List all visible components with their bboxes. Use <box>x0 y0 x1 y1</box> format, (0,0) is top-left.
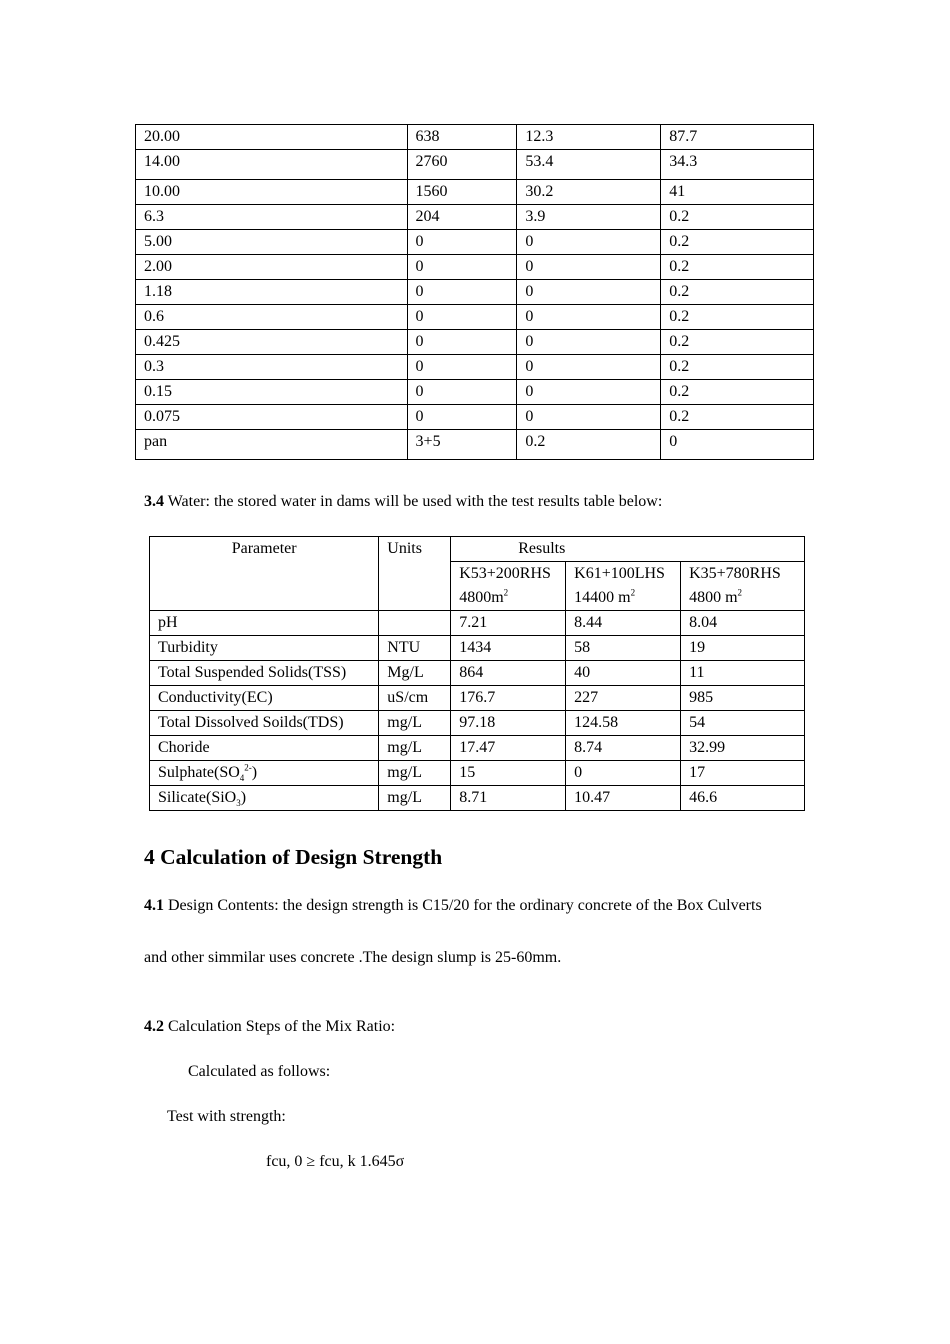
table-cell: 0 <box>517 405 661 430</box>
parameter-cell: Total Suspended Solids(TSS) <box>150 661 379 686</box>
table-cell: 2760 <box>407 150 517 180</box>
site-header <box>566 562 681 611</box>
table-cell: 0.2 <box>661 405 814 430</box>
table-row <box>136 355 814 380</box>
parameter-cell: Choride <box>150 736 379 761</box>
table-row <box>136 430 814 460</box>
value-cell: 19 <box>681 636 805 661</box>
table-cell: 0 <box>407 280 517 305</box>
value-cell: 8.74 <box>566 736 681 761</box>
value-cell: 985 <box>681 686 805 711</box>
calc-intro-text: Calculated as follows: <box>188 1063 331 1080</box>
value-cell: 17.47 <box>451 736 566 761</box>
value-cell: 32.99 <box>681 736 805 761</box>
section-4-heading-wrap <box>144 843 442 871</box>
unit-cell <box>379 611 451 636</box>
site-name: K53+200RHS <box>459 565 551 582</box>
site-area: 4800 m <box>689 589 738 606</box>
table-row <box>136 150 814 180</box>
table-cell: 0 <box>407 405 517 430</box>
table-cell: 0.2 <box>661 205 814 230</box>
table-cell: 0.2 <box>661 330 814 355</box>
table-row <box>150 636 805 661</box>
value-cell: 227 <box>566 686 681 711</box>
table-cell: 0 <box>407 330 517 355</box>
value-cell: 124.58 <box>566 711 681 736</box>
table-cell: 0 <box>517 355 661 380</box>
section-heading: 4 Calculation of Design Strength <box>144 845 443 869</box>
value-cell: 17 <box>681 761 805 786</box>
param-prefix: Silicate(SiO <box>158 789 237 806</box>
table-row <box>136 230 814 255</box>
value-cell: 8.71 <box>451 786 566 811</box>
value-cell: 54 <box>681 711 805 736</box>
table-cell: 0 <box>517 255 661 280</box>
parameter-cell: Total Dissolved Soilds(TDS) <box>150 711 379 736</box>
site-area-sup: 2 <box>503 587 509 598</box>
table-row <box>136 125 814 150</box>
site-header <box>681 562 805 611</box>
table-cell: 1560 <box>407 180 517 205</box>
table-cell: 0 <box>517 230 661 255</box>
table-cell: 34.3 <box>661 150 814 180</box>
value-cell: 97.18 <box>451 711 566 736</box>
param-prefix: Sulphate(SO <box>158 764 240 781</box>
table-row <box>150 611 805 636</box>
table-header-row <box>150 537 805 562</box>
param-suffix: ) <box>251 764 258 781</box>
table-cell: 20.00 <box>136 125 408 150</box>
table-cell: 0.425 <box>136 330 408 355</box>
table-cell: 0.2 <box>517 430 661 460</box>
section-text: Calculation Steps of the Mix Ratio: <box>164 1018 396 1035</box>
parameter-cell: pH <box>150 611 379 636</box>
table-cell: 53.4 <box>517 150 661 180</box>
parameter-cell <box>150 761 379 786</box>
table-cell: 0.15 <box>136 380 408 405</box>
value-cell: 15 <box>451 761 566 786</box>
table-row <box>150 711 805 736</box>
site-header <box>451 562 566 611</box>
table-cell: pan <box>136 430 408 460</box>
table-row <box>136 180 814 205</box>
section-number: 3.4 <box>144 493 164 510</box>
parameter-cell: Conductivity(EC) <box>150 686 379 711</box>
table-row <box>150 686 805 711</box>
value-cell: 0 <box>566 761 681 786</box>
table-cell: 0.6 <box>136 305 408 330</box>
table-cell: 2.00 <box>136 255 408 280</box>
table-cell: 0.3 <box>136 355 408 380</box>
table-cell: 0.075 <box>136 405 408 430</box>
table-cell: 638 <box>407 125 517 150</box>
value-cell: 40 <box>566 661 681 686</box>
section-4-2-paragraph <box>144 1017 395 1037</box>
table-cell: 14.00 <box>136 150 408 180</box>
strength-formula: fcu, 0 ≥ fcu, k 1.645σ <box>266 1153 405 1170</box>
value-cell: 8.04 <box>681 611 805 636</box>
table-cell: 0 <box>517 280 661 305</box>
table-cell: 0.2 <box>661 380 814 405</box>
value-cell: 10.47 <box>566 786 681 811</box>
unit-cell: mg/L <box>379 786 451 811</box>
table-cell: 1.18 <box>136 280 408 305</box>
table-cell: 3+5 <box>407 430 517 460</box>
table-cell: 0 <box>517 305 661 330</box>
site-area: 4800m <box>459 589 504 606</box>
table-cell: 87.7 <box>661 125 814 150</box>
value-cell: 8.44 <box>566 611 681 636</box>
parameter-cell: Turbidity <box>150 636 379 661</box>
table-row <box>136 380 814 405</box>
site-area: 14400 m <box>574 589 631 606</box>
table-cell: 0 <box>407 305 517 330</box>
site-area-sup: 2 <box>630 587 636 598</box>
param-superscript: 2- <box>244 762 252 773</box>
unit-cell: mg/L <box>379 736 451 761</box>
table-cell: 0 <box>407 380 517 405</box>
section-text: Design Contents: the design strength is C15/20 for the ordinary concrete of the Box Culverts <box>164 897 762 914</box>
table-cell: 204 <box>407 205 517 230</box>
parameter-cell <box>150 786 379 811</box>
table-cell: 30.2 <box>517 180 661 205</box>
site-area-sup: 2 <box>737 587 743 598</box>
table-row <box>150 661 805 686</box>
table-cell: 41 <box>661 180 814 205</box>
section-4-1-line1 <box>144 896 762 916</box>
table-cell: 0 <box>407 255 517 280</box>
test-strength-label: Test with strength: <box>167 1108 286 1125</box>
value-cell: 46.6 <box>681 786 805 811</box>
table-cell: 0.2 <box>661 305 814 330</box>
table-cell: 0 <box>517 380 661 405</box>
sieve-analysis-table <box>135 124 814 460</box>
param-suffix: ) <box>240 789 247 806</box>
water-table-body <box>150 537 805 811</box>
table-row <box>136 255 814 280</box>
table-cell: 0.2 <box>661 280 814 305</box>
unit-cell: mg/L <box>379 711 451 736</box>
table-cell: 6.3 <box>136 205 408 230</box>
section-text: Water: the stored water in dams will be used with the test results table below: <box>164 493 663 510</box>
header-parameter: Parameter <box>150 537 379 611</box>
header-results: Results <box>451 537 805 562</box>
value-cell: 7.21 <box>451 611 566 636</box>
site-name: K35+780RHS <box>689 565 781 582</box>
table-row <box>150 786 805 811</box>
table-cell: 0 <box>661 430 814 460</box>
param-subscript: 3 <box>236 798 241 809</box>
table-row <box>136 330 814 355</box>
value-cell: 11 <box>681 661 805 686</box>
section-3-4-paragraph <box>144 492 662 512</box>
unit-cell: Mg/L <box>379 661 451 686</box>
table-cell: 5.00 <box>136 230 408 255</box>
table-cell: 0 <box>407 355 517 380</box>
section-number: 4.2 <box>144 1018 164 1035</box>
table-row <box>136 305 814 330</box>
header-units: Units <box>379 537 451 611</box>
unit-cell: mg/L <box>379 761 451 786</box>
section-number: 4.1 <box>144 897 164 914</box>
value-cell: 58 <box>566 636 681 661</box>
table-cell: 0 <box>517 330 661 355</box>
table-row <box>136 280 814 305</box>
section-4-1-line2: and other simmilar uses concrete .The design slump is 25-60mm. <box>144 949 562 966</box>
param-subscript: 4 <box>239 773 245 784</box>
site-name: K61+100LHS <box>574 565 665 582</box>
value-cell: 1434 <box>451 636 566 661</box>
value-cell: 176.7 <box>451 686 566 711</box>
table-cell: 0 <box>407 230 517 255</box>
table-cell: 0.2 <box>661 255 814 280</box>
table-row <box>136 405 814 430</box>
table-cell: 10.00 <box>136 180 408 205</box>
table-cell: 0.2 <box>661 355 814 380</box>
unit-cell: NTU <box>379 636 451 661</box>
table-row <box>150 736 805 761</box>
table-cell: 3.9 <box>517 205 661 230</box>
unit-cell: uS/cm <box>379 686 451 711</box>
table-cell: 0.2 <box>661 230 814 255</box>
value-cell: 864 <box>451 661 566 686</box>
water-test-table <box>149 536 805 811</box>
sieve-table-body <box>136 125 814 460</box>
table-row <box>150 761 805 786</box>
table-cell: 12.3 <box>517 125 661 150</box>
table-row <box>136 205 814 230</box>
